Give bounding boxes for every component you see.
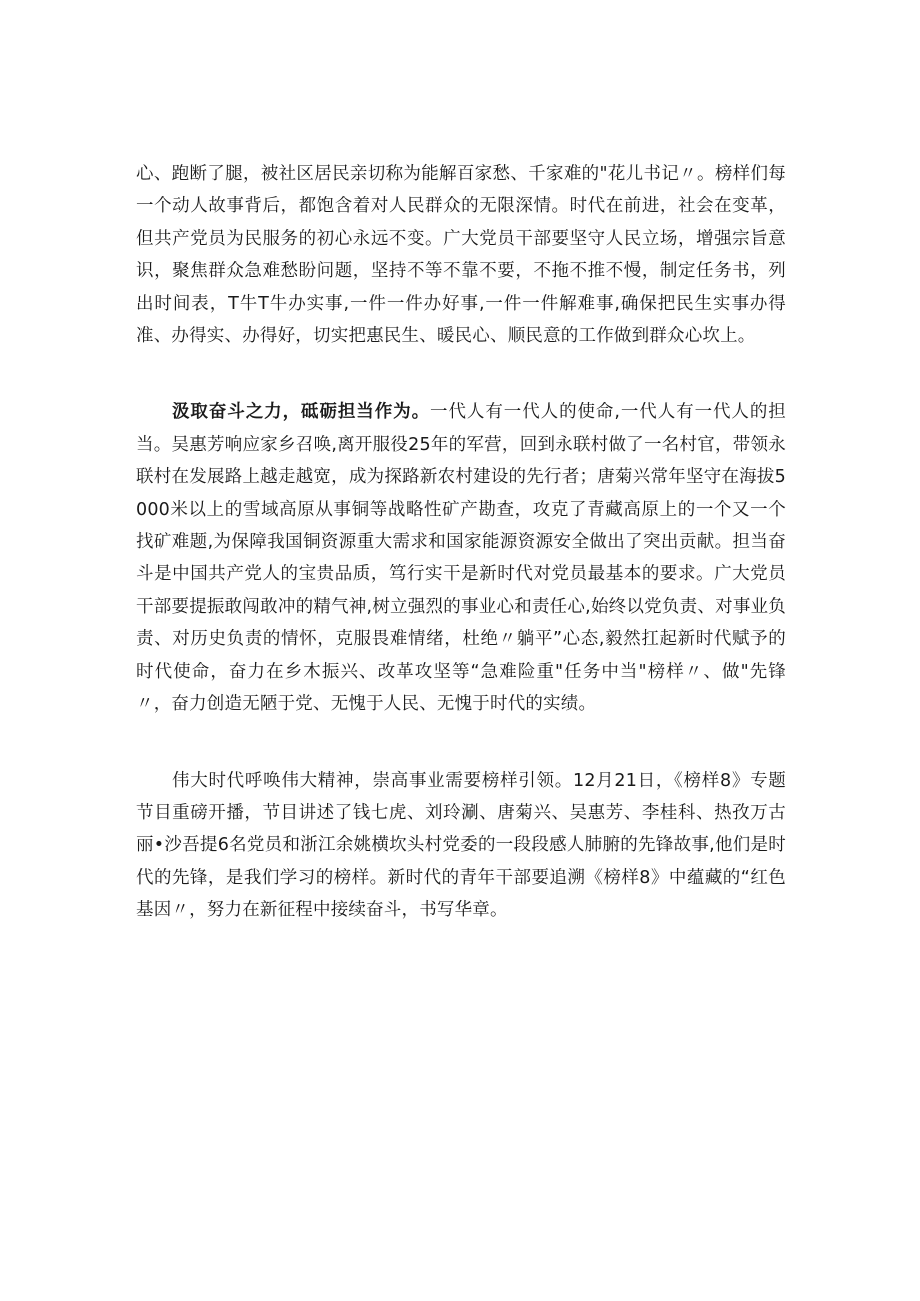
paragraph-2 — [136, 396, 786, 720]
paragraph-2-heading: 汲取奋斗之力，砥砺担当作为。 — [172, 402, 431, 423]
paragraph-3 — [136, 765, 786, 927]
paragraph-1-text: 心、跑断了腿，被社区居民亲切称为能解百家愁、千家难的"花儿书记〃。榜样们每一个动人故事背后，都饱含着对人民群众的无限深情。时代在前进，社会在变革，但共产党员为民服务的初心永远不变。广大党员干部要坚守人民立场，增强宗旨意识，聚焦群众急难愁盼问题，坚持不等不靠不要，不拖不推不慢，制定任务书，列出时间表，T牛T牛办实事,一件一件办好事,一件一件解难事,确保把民生实事办得准、办得实、办得好，切实把惠民生、暖民心、顺民意的工作做到群众心坎上。 — [136, 164, 786, 347]
document-page — [136, 158, 786, 927]
paragraph-2-text: 一代人有一代人的使命,一代人有一代人的担当。吴惠芳响应家乡召唤,离开服役25年的军营，回到永联村做了一名村官，带领永联村在发展路上越走越宽，成为探路新农村建设的先行者；唐菊兴常年坚守在海拔5000米以上的雪域高原从事铜等战略性矿产勘查，攻克了青藏高原上的一个又一个找矿难题,为保障我国铜资源重大需求和国家能源资源安全做出了突出贡献。担当奋斗是中国共产党人的宝贵品质，笃行实干是新时代对党员最基本的要求。广大党员干部要提振敢闯敢冲的精气神,树立强烈的事业心和责任心,始终以党负责、对事业负责、对历史负责的情怀，克服畏难情绪，杜绝〃躺平”心态,毅然扛起新时代赋予的时代使命，奋力在乡木振兴、改革攻坚等“急难险重"任务中当"榜样〃、做"先锋〃，奋力创造无陋于党、无愧于人民、无愧于时代的实绩。 — [136, 402, 786, 715]
paragraph-1 — [136, 158, 786, 352]
paragraph-3-text: 伟大时代呼唤伟大精神，崇高事业需要榜样引领。12月21日，《榜样8》专题节目重磅开播，节目讲述了钱七虎、刘玲涮、唐菊兴、吴惠芳、李桂科、热孜万古丽•沙吾提6名党员和浙江余姚横坎头村党委的一段段感人肺腑的先锋故事,他们是时代的先锋，是我们学习的榜样。新时代的青年干部要追溯《榜样8》中蕴藏的“红色基因〃，努力在新征程中接续奋斗，书写华章。 — [136, 770, 786, 921]
